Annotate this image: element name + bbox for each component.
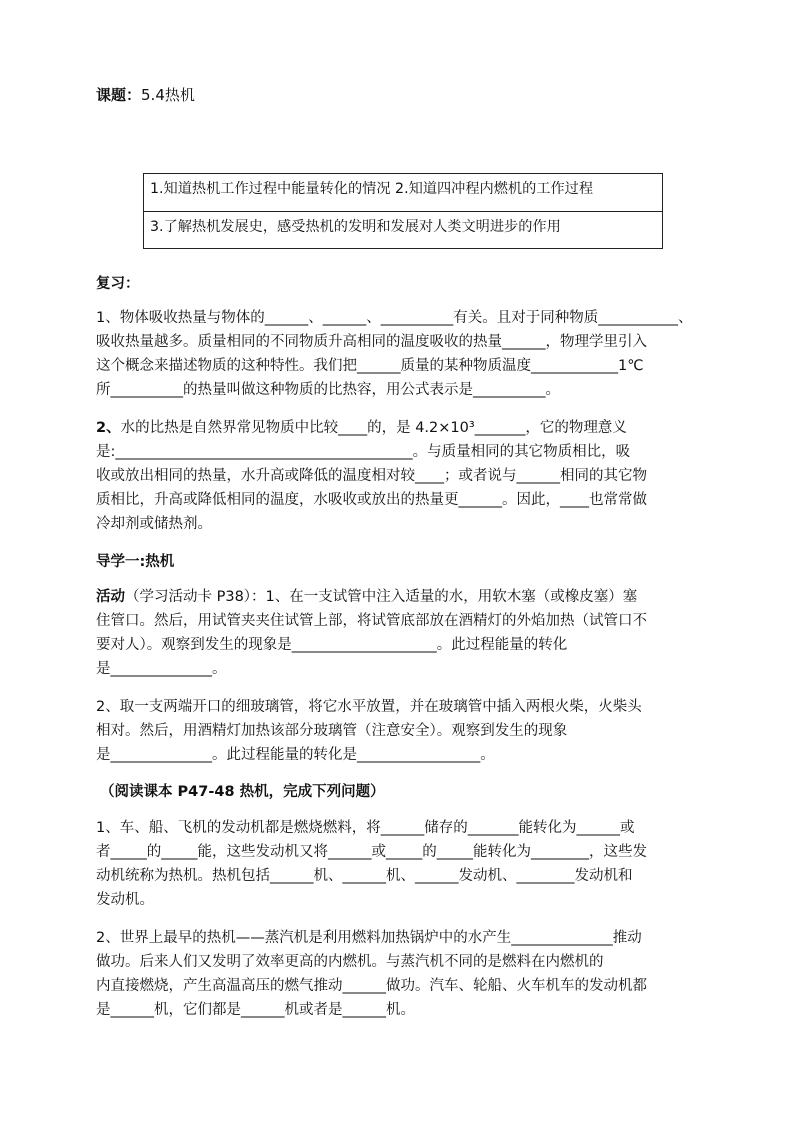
text-line: 所__________的热量叫做这种物质的比热容，用公式表示是__________。	[96, 382, 560, 398]
section-1-heading: 导学一:热机	[96, 554, 175, 570]
activity-label: 活动	[96, 589, 125, 605]
text-line: 1、车、船、飞机的发动机都是燃烧燃料，将______储存的_______能转化为______或	[96, 820, 635, 836]
text-line: 质相比，升高或降低相同的温度，水吸收或放出的热量更______。因此，____也常常做	[96, 492, 647, 508]
text-line: 是______________。此过程能量的转化是_________________。	[96, 747, 495, 763]
review-heading: 复习：	[96, 276, 140, 292]
reading-question-1	[96, 816, 710, 912]
text-line: 动机统称为热机。热机包括______机、______机、______发动机、________发动机和	[96, 868, 633, 884]
text-line: 相对。然后，用酒精灯加热该部分玻璃管（注意安全）。观察到发生的现象	[96, 723, 568, 739]
reading-heading: （阅读课本 P47-48 热机，完成下列问题）	[100, 784, 385, 800]
review-question-1	[96, 306, 710, 402]
text-line: 是______机，它们都是______机或者是______机。	[96, 1002, 415, 1018]
text-line: 内直接燃烧，产生高温高压的燃气推动______做功。汽车、轮船、火车机车的发动机都	[96, 978, 647, 994]
learning-goals-table	[143, 173, 663, 249]
text-line: 要对人）。观察到发生的现象是____________________。此过程能量的转化	[96, 637, 568, 653]
activity-1	[96, 585, 710, 681]
text-line: 冷却剂或储热剂。	[96, 516, 212, 532]
question-number: 2、	[96, 420, 121, 436]
goal-row: 1.知道热机工作过程中能量转化的情况 2.知道四冲程内燃机的工作过程	[150, 181, 594, 197]
goal-row: 3.了解热机发展史，感受热机的发明和发展对人类文明进步的作用	[144, 211, 662, 249]
text-line: 做功。后来人们又发明了效率更高的内燃机。与蒸汽机不同的是燃料在内燃机的	[96, 954, 604, 970]
review-question-2	[96, 416, 710, 536]
activity-2	[96, 695, 710, 767]
text-line	[96, 585, 710, 609]
text-line: 2、取一支两端开口的细玻璃管，将它水平放置，并在玻璃管中插入两根火柴，火柴头	[96, 699, 642, 715]
text-line: 是:_________________________________________。与质量相同的其它物质相比，吸	[96, 444, 631, 460]
text-line: 1、物体吸收热量与物体的______、______、__________有关。且对于同种物质___________、	[96, 310, 693, 326]
text-line: 是______________。	[96, 661, 227, 677]
lesson-title-text: 5.4热机	[141, 86, 195, 104]
text-line: 发动机。	[96, 892, 154, 908]
text-span: 水的比热是自然界常见物质中比较____的，是 4.2×10³_______，它的物理意义	[120, 420, 627, 436]
text-line: 2、世界上最早的热机——蒸汽机是利用燃料加热锅炉中的水产生______________推动	[96, 930, 642, 946]
lesson-title	[96, 84, 195, 105]
text-line: 吸收热量越多。质量相同的不同物质升高相同的温度吸收的热量______，物理学里引入	[96, 334, 647, 350]
text-span: （学习活动卡 P38）：1、在一支试管中注入适量的水，用软木塞（或橡皮塞）塞	[125, 589, 638, 605]
reading-question-2	[96, 926, 710, 1022]
text-line: 住管口。然后，用试管夹夹住试管上部，将试管底部放在酒精灯的外焰加热（试管口不	[96, 613, 647, 629]
lesson-title-label: 课题：	[96, 86, 142, 104]
text-line: 收或放出相同的热量，水升高或降低的温度相对较____；或者说与______相同的其它物	[96, 468, 647, 484]
text-line: 者_____的_____能，这些发动机又将______或_____的_____能转化为________，这些发	[96, 844, 647, 860]
text-line	[96, 416, 710, 440]
text-line: 这个概念来描述物质的这种特性。我们把______质量的某种物质温度____________1℃	[96, 358, 644, 374]
